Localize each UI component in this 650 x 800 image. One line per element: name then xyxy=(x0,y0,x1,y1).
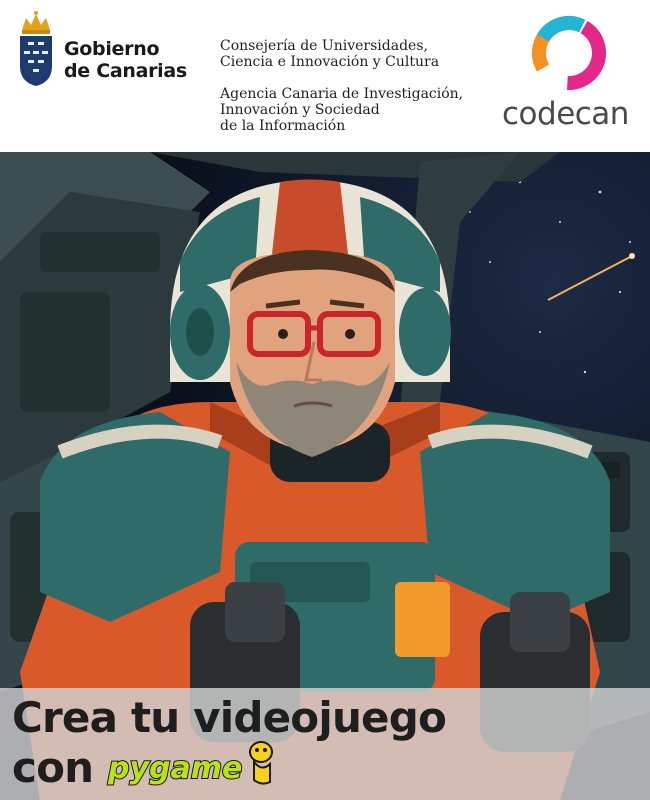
government-name xyxy=(64,38,187,82)
title-line-2: con xyxy=(12,743,94,792)
codecan-ring-icon xyxy=(528,12,610,94)
agency-line: Innovación y Sociedad xyxy=(220,102,380,118)
agency-line: de la Información xyxy=(220,118,346,134)
department-line: Ciencia e Innovación y Cultura xyxy=(220,54,440,70)
pygame-logo-text: pygame xyxy=(108,751,243,786)
pygame-logo xyxy=(104,738,280,794)
title-line-1: Crea tu videojuego xyxy=(12,693,447,742)
department-line: Consejería de Universidades, xyxy=(220,38,428,54)
agency-line: Agencia Canaria de Investigación, xyxy=(220,86,464,102)
pygame-snake-icon xyxy=(250,742,272,784)
header xyxy=(0,0,650,152)
codecan-logo-text: codecan xyxy=(502,96,629,132)
department-name xyxy=(220,38,439,70)
agency-name xyxy=(220,86,463,134)
government-name-line2: de Canarias xyxy=(64,60,187,82)
government-name-line1: Gobierno xyxy=(64,38,160,60)
